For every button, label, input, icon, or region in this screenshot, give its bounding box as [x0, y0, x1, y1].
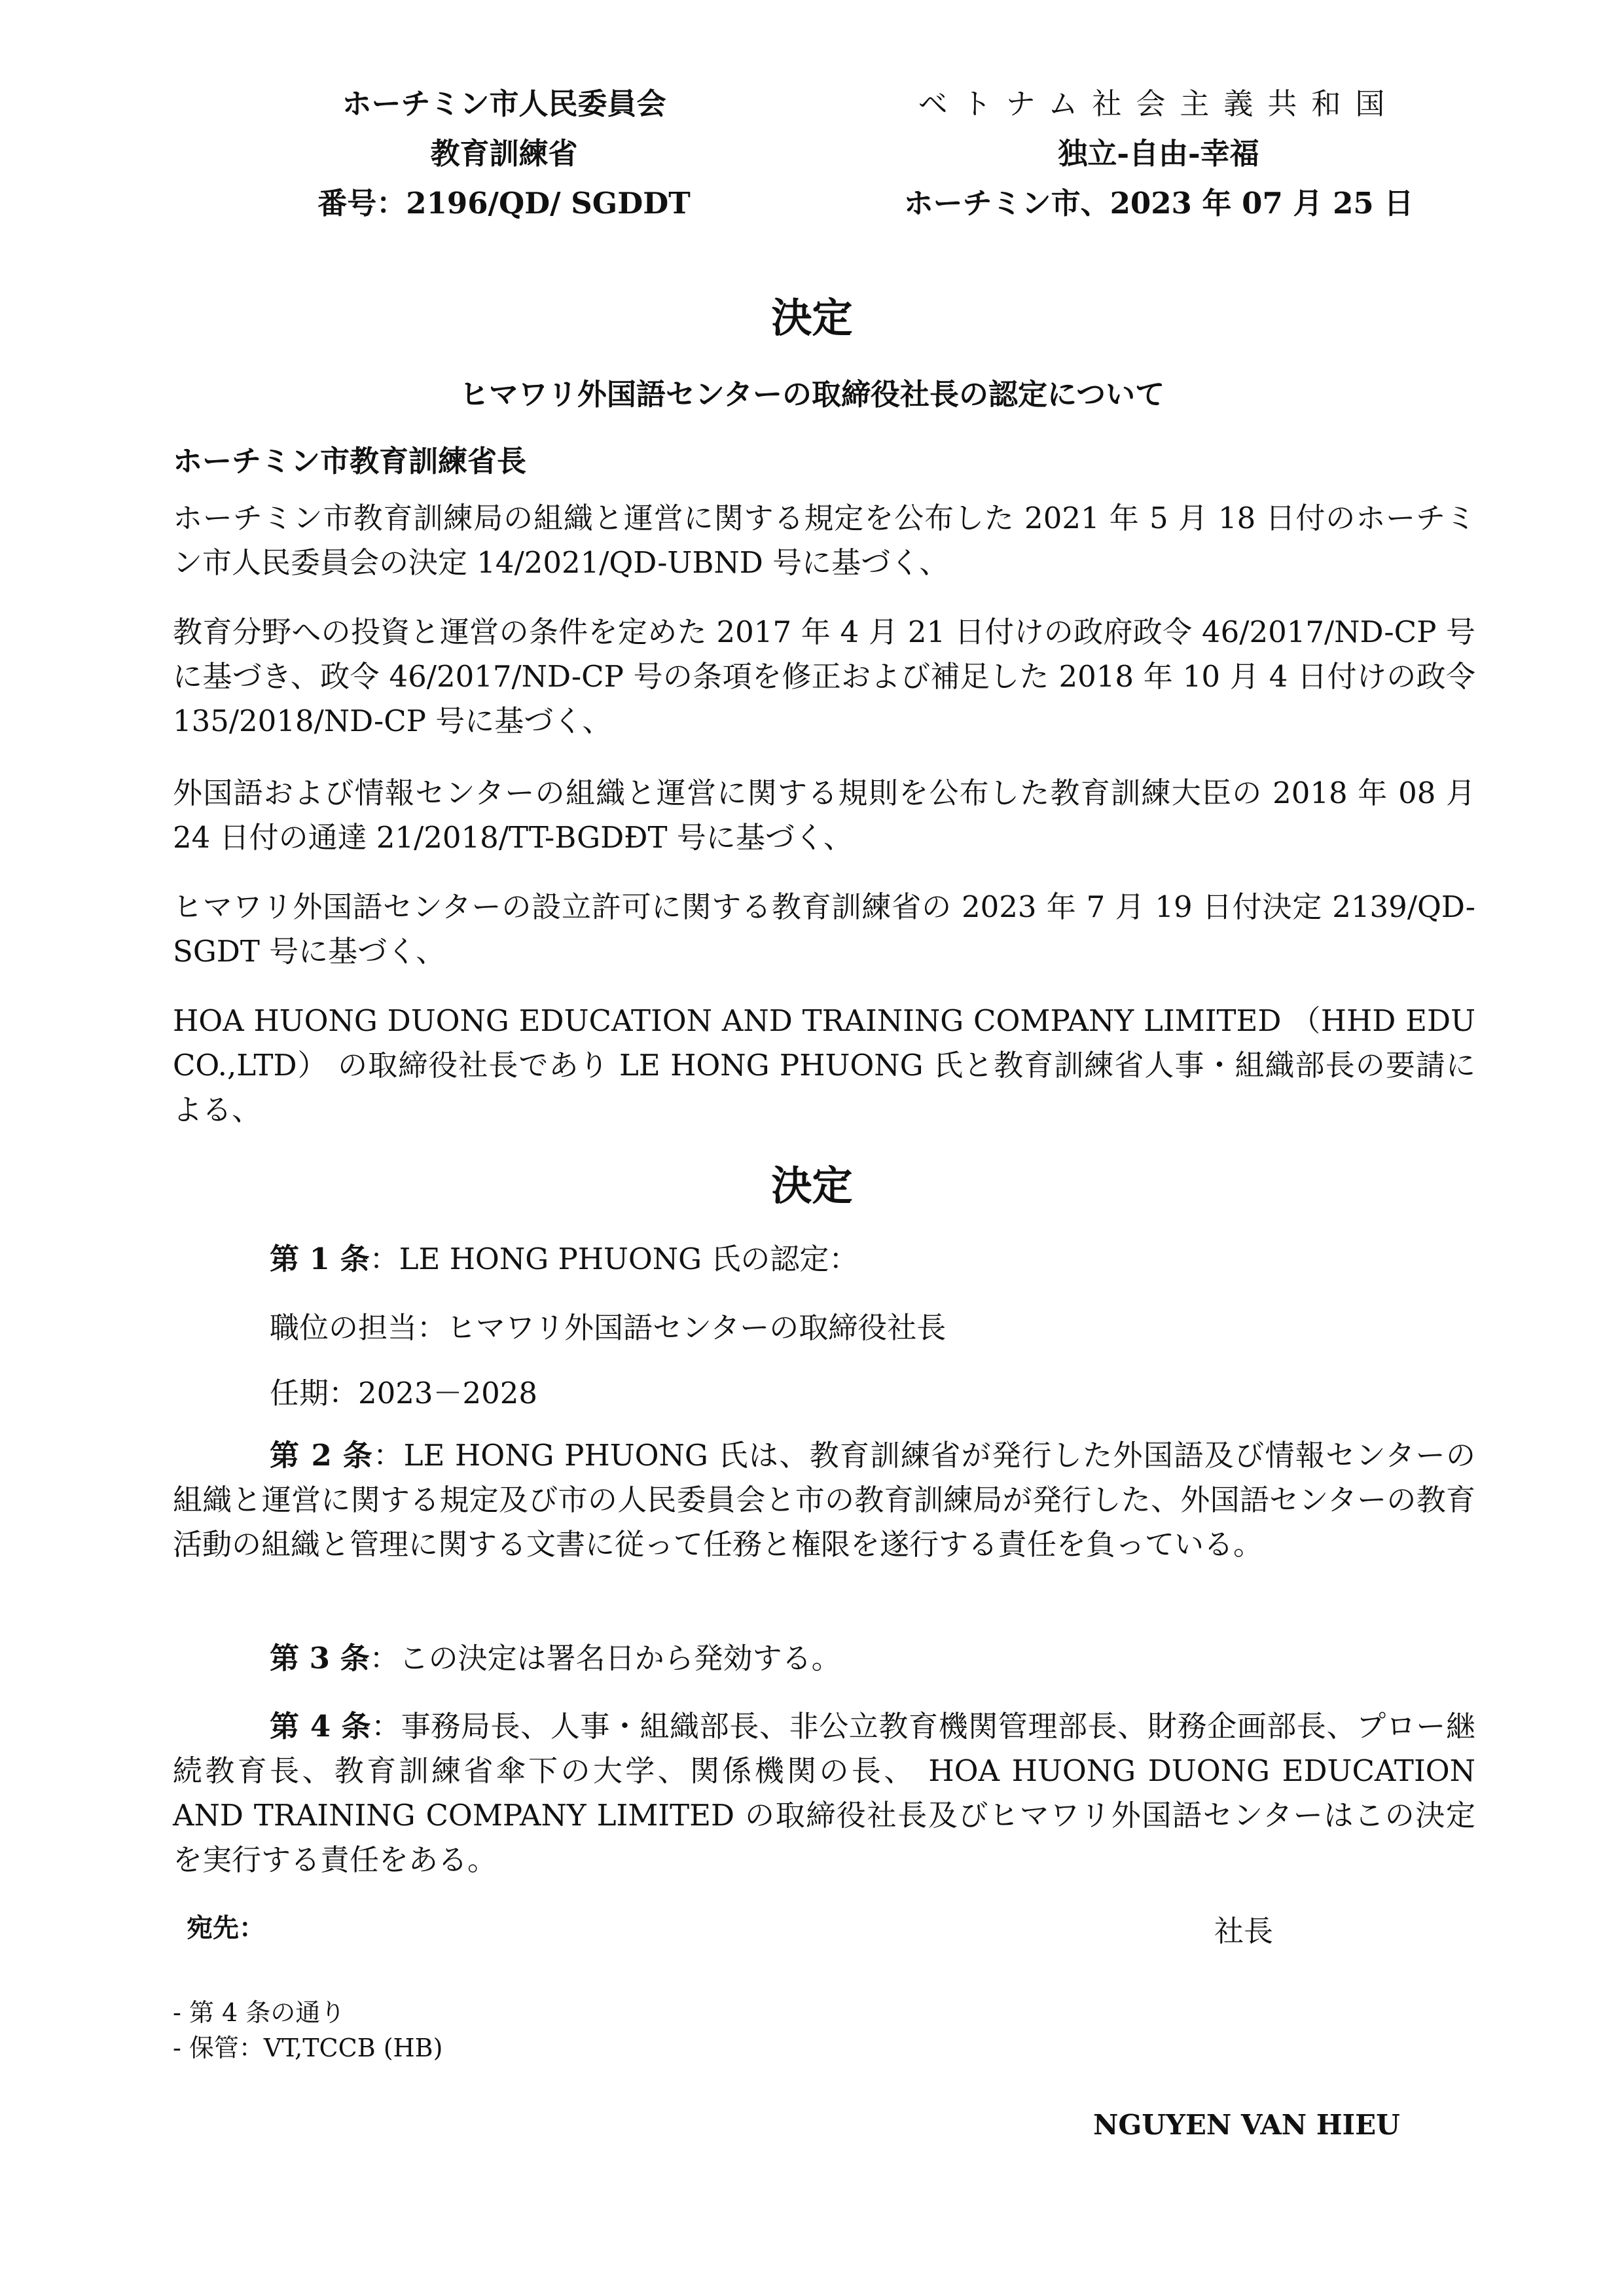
preamble-paragraph: 外国語および情報センターの組織と運営に関する規則を公布した教育訓練大臣の 2018 年 08 月 24 日付の通達 21/2018/TT-BGDĐT 号に基づく、 [173, 776, 1475, 855]
recipient-item: - 保管：VT,TCCB (HB) [173, 2034, 443, 2062]
article-3-label: 第 3 条 [270, 1641, 370, 1676]
preamble-paragraph: 教育分野への投資と運営の条件を定めた 2017 年 4 月 21 日付けの政府政令 46/2017/ND-CP 号に基づき、政令 46/2017/ND-CP 号の条項を修正および補足した 2018 年 10 月 4 日付けの政令 135/2018/ND-CP 号に基づく、 [173, 615, 1475, 738]
preamble-paragraph: ヒマワリ外国語センターの設立許可に関する教育訓練省の 2023 年 7 月 19 日付決定 2139/QD-SGDT 号に基づく、 [173, 889, 1475, 969]
header-country: ベトナム社会主義共和国 [918, 86, 1399, 121]
decision-heading: 決定 [771, 1162, 853, 1210]
document-subtitle: ヒマワリ外国語センターの取締役社長の認定について [459, 377, 1165, 412]
recipient-item: - 第 4 条の通り [173, 1998, 346, 2027]
article-4 [173, 1704, 1475, 1882]
header-document-number: 番号：2196/QD/ SGDDT [317, 186, 691, 221]
header-department: 教育訓練省 [430, 136, 578, 171]
article-4-label: 第 4 条 [270, 1709, 372, 1744]
signer-title: 社長 [1214, 1914, 1274, 1948]
article-1-text: ：LE HONG PHUONG 氏の認定： [369, 1242, 859, 1276]
article-1 [173, 1237, 1475, 1282]
document-title: 決定 [771, 294, 853, 342]
issuer: ホーチミン市教育訓練省長 [173, 444, 527, 478]
header-authority: ホーチミン市人民委員会 [342, 86, 666, 121]
article-3-text: ：この決定は署名日から発効する。 [369, 1641, 841, 1676]
preamble-paragraph: HOA HUONG DUONG EDUCATION AND TRAINING COMPANY LIMITED （HHD EDU CO.,LTD） の取締役社長であり LE HONG PHUONG 氏と教育訓練省人事・組織部長の要請による、 [173, 1003, 1475, 1127]
preamble-paragraph: ホーチミン市教育訓練局の組織と運営に関する規定を公布した 2021 年 5 月 18 日付のホーチミン市人民委員会の決定 14/2021/QD-UBND 号に基づく、 [173, 501, 1475, 580]
signer-name: NGUYEN VAN HIEU [1093, 2109, 1400, 2141]
article-1-position: 職位の担当：ヒマワリ外国語センターの取締役社長 [270, 1310, 947, 1345]
article-2 [173, 1433, 1475, 1567]
header-date: ホーチミン市、2023 年 07 月 25 日 [903, 186, 1414, 221]
article-2-text: ：LE HONG PHUONG 氏は、教育訓練省が発行した外国語及び情報センターの組織と運営に関する規定及び市の人民委員会と市の教育訓練局が発行した、外国語センターの教育活動の組織と管理に関する文書に従って任務と権限を遂行する責任を負っている。 [173, 1438, 1475, 1562]
article-4-text: ：事務局長、人事・組織部長、非公立教育機関管理部長、財務企画部長、プロー継続教育長、教育訓練省傘下の大学、関係機関の長、 HOA HUONG DUONG EDUCATION AND TRAINING COMPANY LIMITED の取締役社長及びヒマワリ外国語センターはこの決定を実行する責任をある。 [173, 1709, 1475, 1877]
header-motto: 独立-自由-幸福 [1058, 136, 1259, 171]
article-1-term: 任期：2023－2028 [270, 1376, 538, 1410]
article-2-label: 第 2 条 [270, 1438, 374, 1473]
article-3 [173, 1636, 1475, 1681]
recipients-label: 宛先： [187, 1912, 265, 1943]
article-1-label: 第 1 条 [270, 1242, 370, 1276]
